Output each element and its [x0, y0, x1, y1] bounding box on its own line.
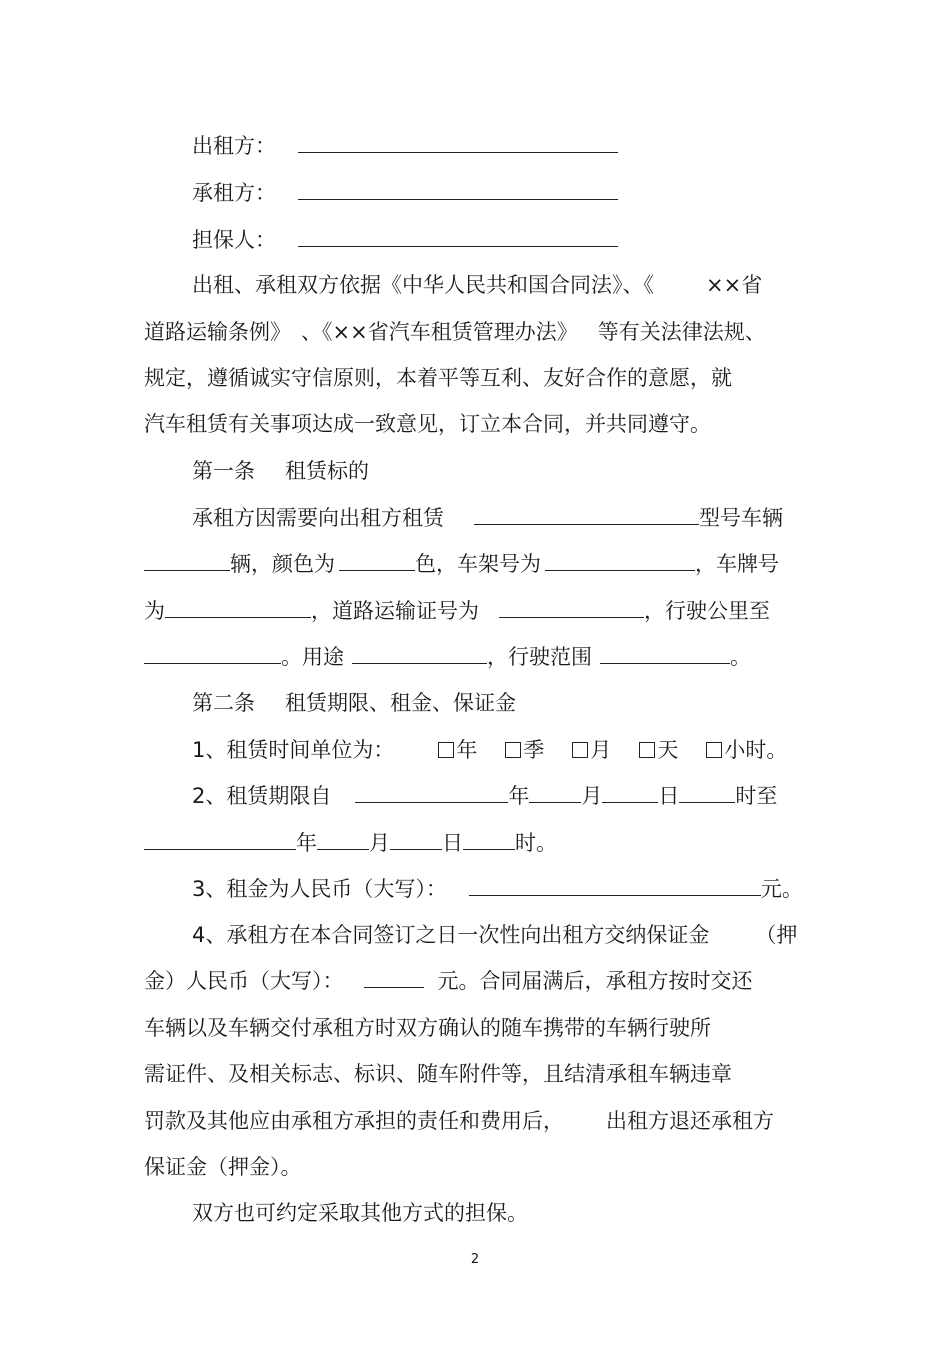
lessor-blank[interactable] — [298, 132, 618, 153]
date-unit: 日 — [658, 784, 680, 808]
unit-option-label: 天 — [657, 738, 679, 762]
guarantor-label: 担保人： — [192, 228, 276, 252]
plate-blank[interactable] — [165, 597, 311, 618]
preamble-line-3 — [144, 364, 732, 392]
date-unit: 时。 — [515, 831, 557, 855]
date-unit: 日 — [442, 831, 463, 855]
mileage-blank[interactable] — [144, 643, 281, 664]
lessor-label: 出租方： — [192, 134, 276, 158]
deposit-line-5 — [144, 1107, 774, 1135]
unit-option-day[interactable] — [639, 736, 678, 764]
preamble-line-4 — [144, 410, 711, 438]
unit-option-label: 月 — [590, 738, 612, 762]
deposit-text: 罚款及其他应由承租方承担的责任和费用后， — [144, 1109, 564, 1133]
start-day-blank[interactable] — [602, 782, 658, 803]
checkbox-icon[interactable] — [572, 742, 588, 758]
rent-line — [192, 875, 803, 903]
rental-unit-label: 1、租赁时间单位为： — [192, 738, 395, 762]
article-1-line-3 — [144, 597, 770, 625]
model-blank[interactable] — [474, 504, 699, 525]
date-unit: 时至 — [735, 784, 778, 808]
end-day-blank[interactable] — [390, 829, 442, 850]
article-text: ，道路运输证号为 — [311, 599, 479, 623]
article-text: ，行驶范围 — [487, 645, 592, 669]
rental-period-line-2 — [144, 829, 557, 857]
deposit-line-6 — [144, 1153, 302, 1181]
start-hour-blank[interactable] — [679, 782, 735, 803]
unit-option-hour[interactable] — [706, 736, 787, 764]
preamble-text: 、《××省汽车租赁管理办法》 — [301, 320, 578, 344]
date-unit: 年 — [508, 784, 530, 808]
rent-amount-blank[interactable] — [469, 875, 761, 896]
unit-option-quarter[interactable] — [505, 736, 544, 764]
lessee-line — [192, 179, 618, 207]
unit-option-year[interactable] — [438, 736, 477, 764]
article-2-heading — [192, 689, 516, 717]
unit-option-label: 季 — [523, 738, 545, 762]
transport-cert-blank[interactable] — [499, 597, 644, 618]
deposit-text: 需证件、及相关标志、标识、随车附件等，且结清承租车辆违章 — [144, 1062, 732, 1086]
deposit-text: 4、承租方在本合同签订之日一次性向出租方交纳保证金 — [192, 923, 710, 947]
quantity-blank[interactable] — [144, 550, 230, 571]
lessee-label: 承租方： — [192, 181, 276, 205]
article-text: ，车牌号 — [695, 552, 779, 576]
unit-option-label: 年 — [456, 738, 478, 762]
preamble-text: 道路运输条例》 — [144, 320, 291, 344]
deposit-line-3 — [144, 1014, 711, 1042]
rent-label: 3、租金为人民币（大写）： — [192, 877, 447, 901]
end-hour-blank[interactable] — [463, 829, 515, 850]
article-text: 。 — [730, 645, 751, 669]
article-text: 辆，颜色为 — [230, 552, 335, 576]
article-1-heading — [192, 457, 369, 485]
rental-period-label: 2、租赁期限自 — [192, 784, 332, 808]
lessee-blank[interactable] — [298, 179, 618, 200]
preamble-text: 等有关法律法规、 — [597, 320, 766, 344]
deposit-text: 出租方退还承租方 — [606, 1109, 774, 1133]
article-number: 第一条 — [192, 459, 255, 483]
article-text: ，行驶公里至 — [644, 599, 770, 623]
preamble-text: 出租、承租双方依据《中华人民共和国合同法》、《 — [192, 273, 654, 297]
page-number: 2 — [470, 1252, 480, 1267]
preamble-line-2 — [144, 318, 766, 346]
preamble-text: 规定，遵循诚实守信原则，本着平等互利、友好合作的意愿，就 — [144, 366, 732, 390]
start-month-blank[interactable] — [529, 782, 581, 803]
purpose-blank[interactable] — [352, 643, 487, 664]
checkbox-icon[interactable] — [505, 742, 521, 758]
date-unit: 年 — [296, 831, 317, 855]
preamble-line-1 — [192, 271, 762, 299]
preamble-text: ××省 — [706, 273, 763, 297]
other-guarantee-text: 双方也可约定采取其他方式的担保。 — [192, 1201, 528, 1225]
article-title: 租赁标的 — [285, 459, 369, 483]
rent-unit: 元。 — [760, 877, 803, 901]
article-text: 。用途 — [281, 645, 344, 669]
end-year-blank[interactable] — [144, 829, 296, 850]
article-text: 为 — [144, 599, 165, 623]
rental-unit-line — [192, 736, 787, 764]
vin-blank[interactable] — [545, 550, 695, 571]
deposit-amount-blank[interactable] — [364, 967, 424, 988]
date-unit: 月 — [581, 784, 603, 808]
deposit-text: 金）人民币（大写）： — [144, 969, 344, 993]
lessor-line — [192, 132, 618, 160]
deposit-text: （押 — [755, 923, 798, 947]
preamble-text: 汽车租赁有关事项达成一致意见，订立本合同，并共同遵守。 — [144, 412, 711, 436]
deposit-line-1 — [192, 921, 797, 949]
range-blank[interactable] — [600, 643, 730, 664]
color-blank[interactable] — [339, 550, 415, 571]
article-1-line-1 — [192, 504, 783, 532]
deposit-line-4 — [144, 1060, 732, 1088]
other-guarantee-line — [192, 1199, 528, 1227]
date-unit: 月 — [369, 831, 390, 855]
article-text: 承租方因需要向出租方租赁 — [192, 506, 444, 530]
article-text: 型号车辆 — [699, 506, 783, 530]
guarantor-blank[interactable] — [298, 226, 618, 247]
guarantor-line — [192, 226, 618, 254]
rental-period-line-1 — [192, 782, 777, 810]
deposit-text: 车辆以及车辆交付承租方时双方确认的随车携带的车辆行驶所 — [144, 1016, 711, 1040]
article-number: 第二条 — [192, 691, 255, 715]
checkbox-icon[interactable] — [438, 742, 454, 758]
article-1-line-2 — [144, 550, 779, 578]
deposit-line-2 — [144, 967, 753, 995]
start-year-blank[interactable] — [355, 782, 508, 803]
article-title: 租赁期限、租金、保证金 — [285, 691, 516, 715]
checkbox-icon[interactable] — [706, 742, 722, 758]
checkbox-icon[interactable] — [639, 742, 655, 758]
article-1-line-4 — [144, 643, 751, 671]
deposit-text: 保证金（押金）。 — [144, 1155, 302, 1179]
deposit-text: 元。合同届满后，承租方按时交还 — [437, 969, 753, 993]
unit-option-label: 小时。 — [724, 738, 788, 762]
article-text: 色，车架号为 — [415, 552, 541, 576]
end-month-blank[interactable] — [317, 829, 369, 850]
unit-option-month[interactable] — [572, 736, 611, 764]
